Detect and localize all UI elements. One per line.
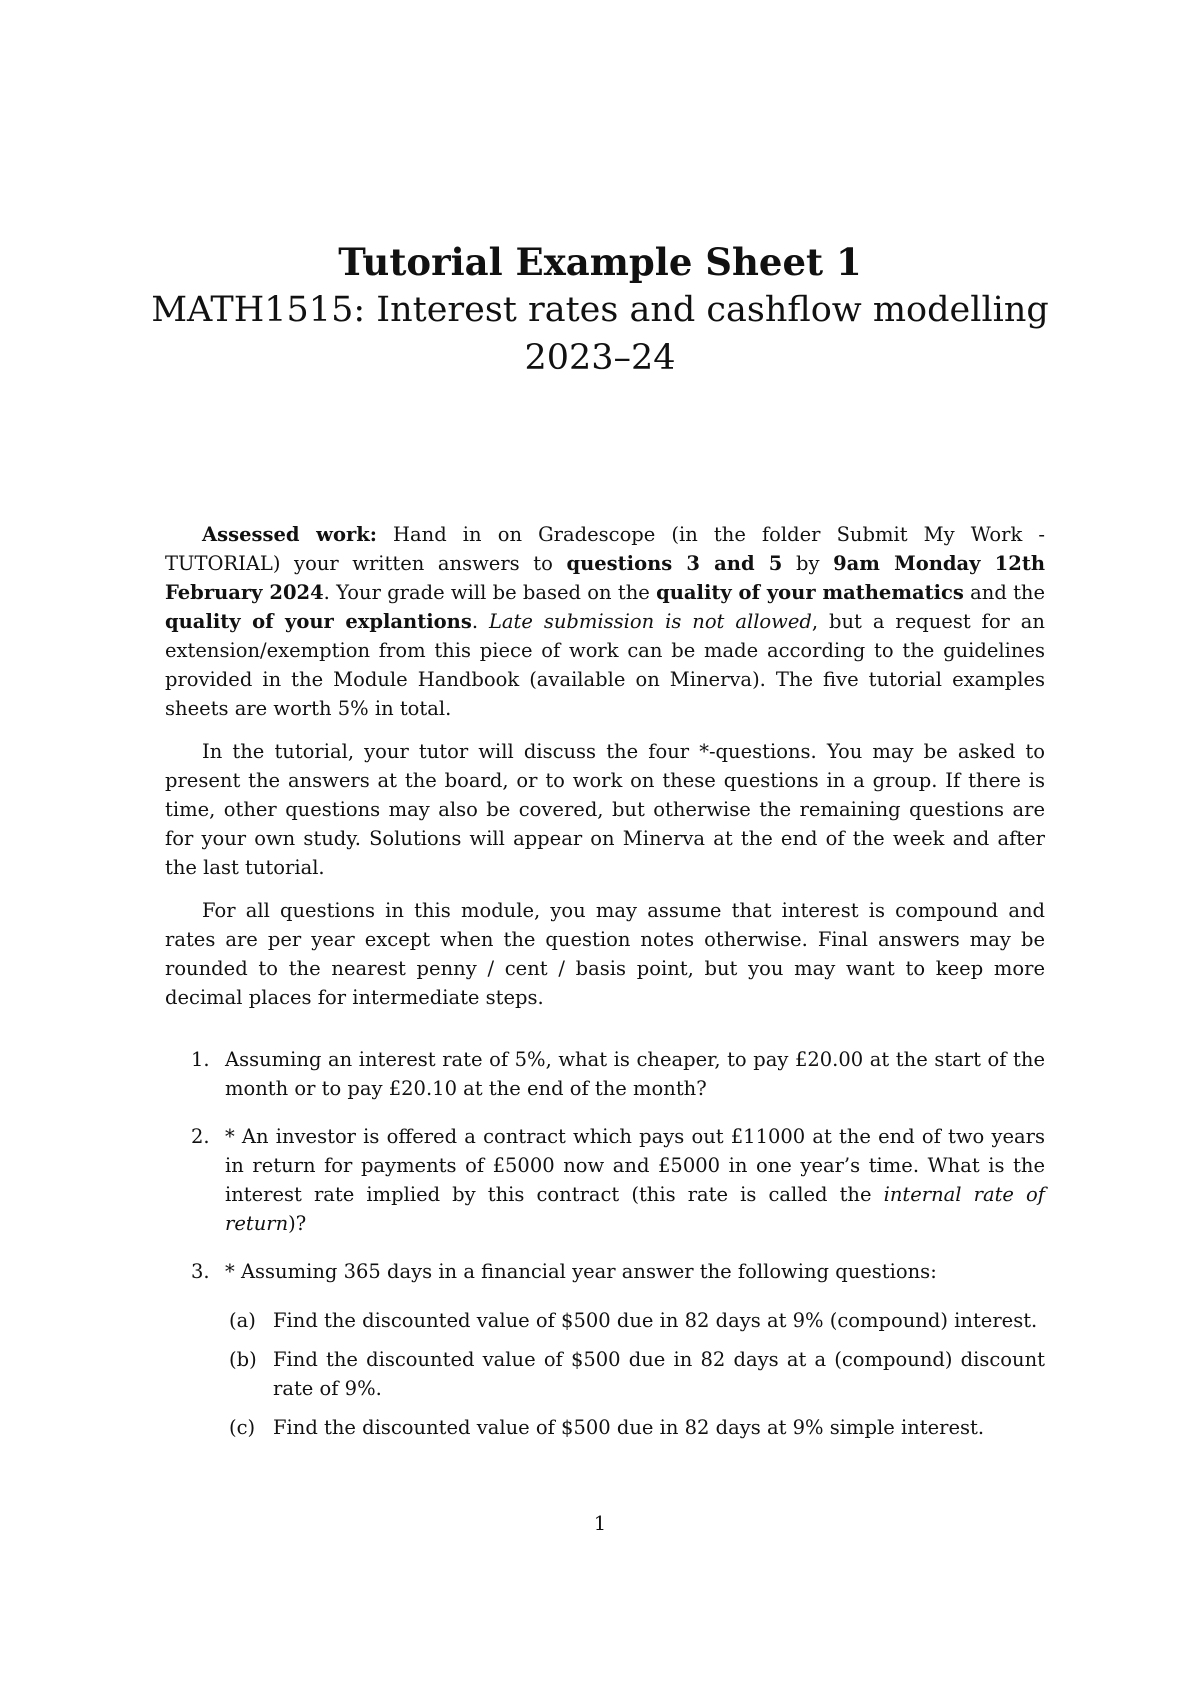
italic-span: Late submission is not allowed [488, 610, 812, 633]
question-number: 3. [191, 1260, 210, 1283]
deadline: 9am Monday 12th February 2024 [165, 552, 1046, 604]
question-list [165, 1045, 1045, 1452]
question-text: * Assuming 365 days in a financial year answer the following questions: [225, 1260, 937, 1283]
text-span: by [782, 552, 834, 575]
question-number: 2. [191, 1125, 210, 1148]
question-1 [165, 1045, 1045, 1103]
document-title: Tutorial Example Sheet 1 [338, 240, 862, 284]
part-text: Find the discounted value of $500 due in 82 days at 9% simple interest. [273, 1416, 985, 1439]
italic-term: internal rate of return [225, 1183, 1046, 1235]
tutorial-paragraph: In the tutorial, your tutor will discuss the four *-questions. You may be asked to present the answers at the board, or to work on these questions in a group. If there is time, other questions may also be covered, but otherwise the remaining questions are for your own study. Solutions will appear on Minerva at the end of the week and after the last tutorial. [165, 740, 1045, 879]
bold-span: quality of your mathematics [656, 581, 964, 604]
text-span: . Your grade will be based on the [323, 581, 657, 604]
assumptions-paragraph: For all questions in this module, you may assume that interest is compound and rates are per year except when the question notes otherwise. Final answers may be rounded to the nearest penny / cent / basis point, but you may want to keep more decimal places for intermediate steps. [165, 899, 1045, 1009]
question-2 [165, 1122, 1045, 1238]
part-label: (c) [229, 1416, 256, 1439]
academic-year: 2023–24 [524, 338, 676, 378]
part-label: (b) [229, 1348, 257, 1371]
assessed-work-paragraph [165, 520, 1045, 723]
assessed-work-lead: Assessed work: [202, 523, 377, 546]
question-3c [165, 1413, 1045, 1442]
question-text: Assuming an interest rate of 5%, what is cheaper, to pay £20.00 at the start of the month or to pay £20.10 at the end of the month? [225, 1048, 1045, 1100]
text-span: Hand in on Gradescope (in the folder Submit My Work - TUTORIAL) your written answers to [165, 523, 1045, 575]
question-number: 1. [191, 1048, 210, 1071]
text-span: , but a request for an extension/exemption from this piece of work can be made according to the guidelines provided in the Module Handbook (available on Minerva). The five tutorial examples sheets are worth 5% in total. [165, 610, 1045, 720]
question-text: * An investor is offered a contract which pays out £11000 at the end of two years in return for payments of £5000 now and £5000 in one year’s time. What is the interest rate implied by this contract (this rate is called the [225, 1125, 1045, 1206]
page-number: 1 [593, 1512, 607, 1535]
bold-span: questions 3 and 5 [566, 552, 783, 575]
document-subtitle: MATH1515: Interest rates and cashflow modelling [151, 290, 1049, 330]
question-3b [165, 1345, 1045, 1403]
question-3 [165, 1257, 1045, 1286]
title-block [0, 240, 1200, 382]
text-span: . [471, 610, 489, 633]
question-text-end: )? [288, 1212, 307, 1235]
part-text: Find the discounted value of $500 due in 82 days at 9% (compound) interest. [273, 1309, 1038, 1332]
text-span: and the [963, 581, 1046, 604]
part-label: (a) [229, 1309, 256, 1332]
bold-span: quality of your explantions [165, 610, 472, 633]
part-text: Find the discounted value of $500 due in 82 days at a (compound) discount rate of 9%. [273, 1348, 1045, 1400]
instructions [165, 520, 1045, 1026]
question-3a [165, 1306, 1045, 1335]
question-3-parts [165, 1306, 1045, 1442]
